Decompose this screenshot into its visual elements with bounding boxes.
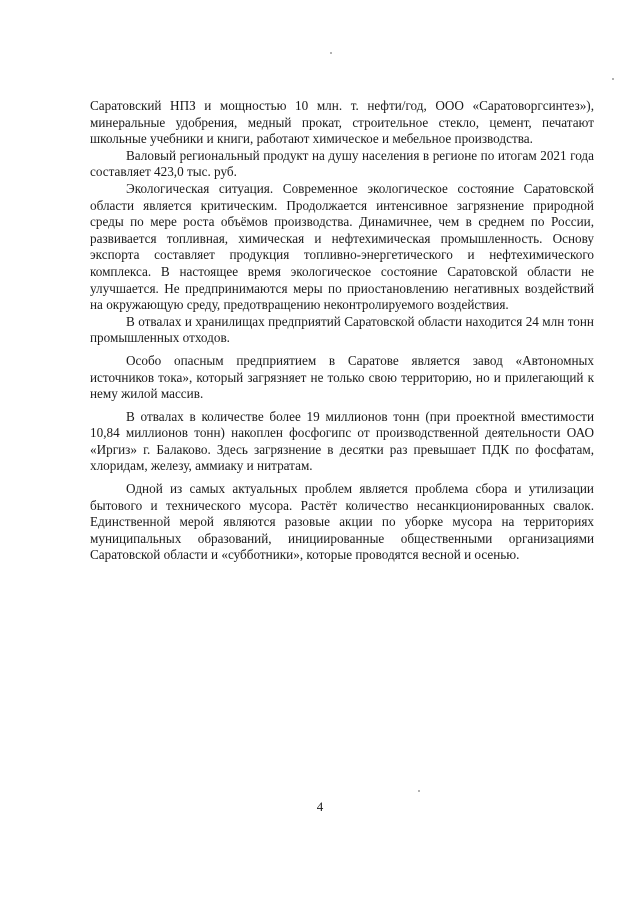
scan-speck (418, 790, 420, 792)
scan-speck (612, 78, 614, 80)
scan-speck (330, 52, 332, 54)
paragraph-6: В отвалах в количестве более 19 миллионов тонн (при проектной вместимости 10,84 миллионов тонн) накоплен фосфогипс от производственной деятельности ОАО «Иргиз» г. Балаково. Здесь загрязнение в десятки раз превышает ПДК по фосфатам, хлоридам, железу, аммиаку и нитратам. (90, 408, 594, 474)
paragraph-7: Одной из самых актуальных проблем является проблема сбора и утилизации бытового и технического мусора. Растёт количество несанкционированных свалок. Единственной мерой являются разовые акции по уборке мусора на территориях муниципальных образований, инициированные общественными организациями Саратовской области и «субботники», которые проводятся весной и осенью. (90, 481, 594, 563)
page-number: 4 (316, 799, 324, 814)
paragraph-3: Экологическая ситуация. Современное экологическое состояние Саратовской области является критическим. Продолжается интенсивное загрязнение природной среды по мере роста объёмов производства. Динамичнее, чем в среднем по России, развивается топливная, химическая и нефтехимическая промышленность. Основу экспорта составляет продукция топливно-энергетического и нефтехимического комплекса. В настоящее время экологическое состояние Саратовской области не улучшается. Не предпринимаются меры по приостановлению негативных воздействий на окружающую среду, предотвращению неконтролируемого воздействия. (90, 180, 594, 313)
paragraph-1: Саратовский НПЗ и мощностью 10 млн. т. нефти/год, ООО «Саратоворгсинтез»), минеральные удобрения, медный прокат, строительное стекло, цемент, печатают школьные учебники и книги, работают химическое и мебельное производства. (90, 98, 594, 147)
paragraph-4: В отвалах и хранилищах предприятий Саратовской области находится 24 млн тонн промышленных отходов. (90, 313, 594, 346)
paragraph-5: Особо опасным предприятием в Саратове является завод «Автономных источников тока», который загрязняет не только свою территорию, но и прилегающий к нему жилой массив. (90, 352, 594, 402)
paragraph-2: Валовый региональный продукт на душу населения в регионе по итогам 2021 года составляет 423,0 тыс. руб. (90, 147, 594, 180)
document-body (90, 98, 594, 564)
